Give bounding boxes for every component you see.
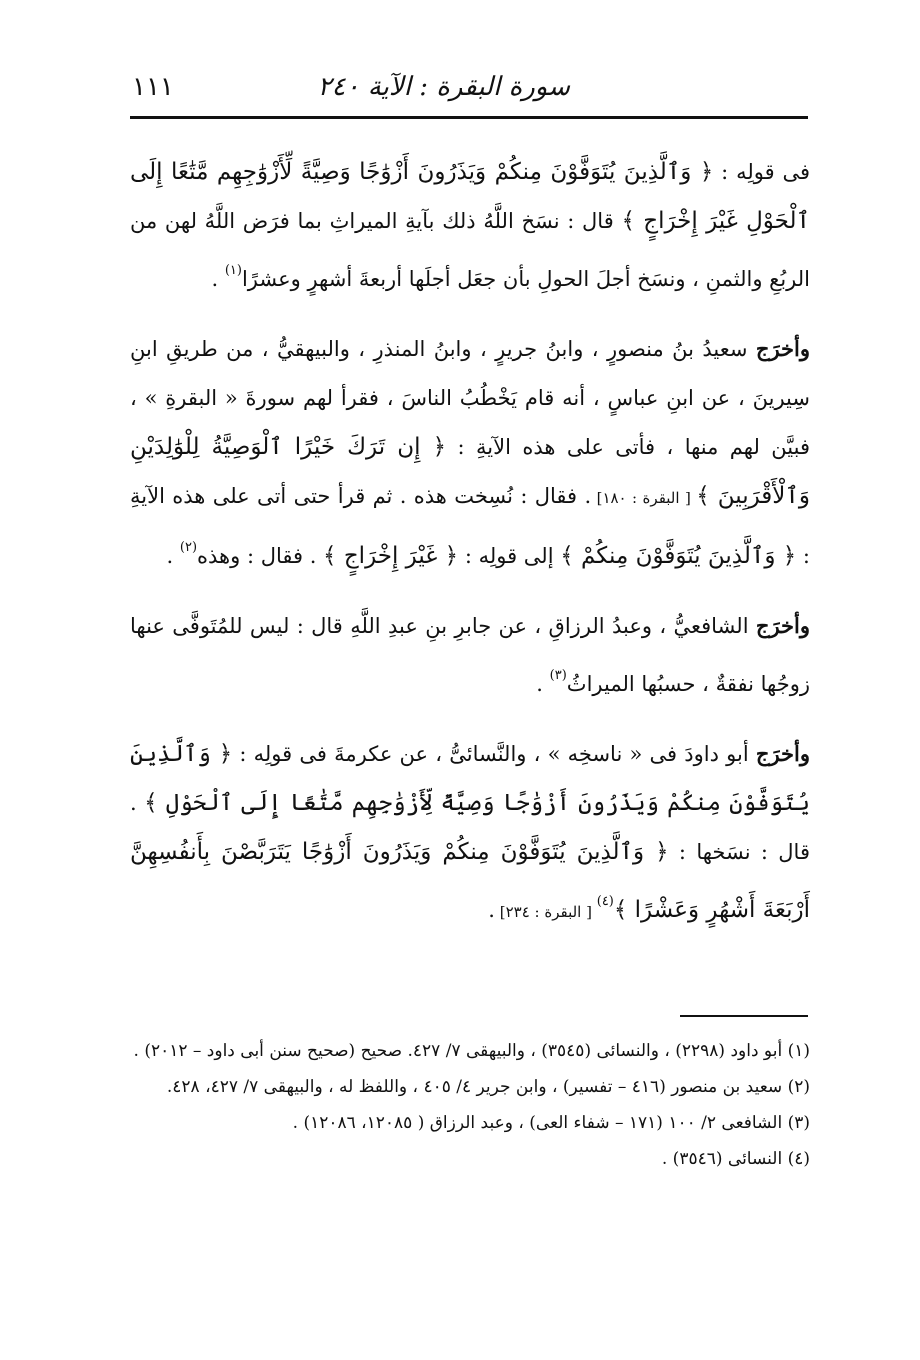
text: فى قولِه : — [713, 160, 810, 184]
footnote-marker: (٣) — [549, 668, 567, 683]
paragraph-lead: وأخرَج — [755, 613, 810, 638]
quran-verse: ﴿ وَٱلَّذِينَ يُتَوَفَّوْنَ مِنكُمْ وَيَذَرُونَ أَزْوَٰجًا وَصِيَّةً لِّأَزْوَٰجِهِم مَّتَٰعًا إِلَى ٱلْحَوْلِ ﴾ — [130, 741, 810, 816]
text: . فقال : وهذه — [197, 544, 324, 568]
text: . — [166, 544, 180, 568]
text: قال : نسَخ اللَّهُ ذلك بآيةِ الميراثِ بما فرَض اللَّهُ لهن من الربُعِ والثمنِ ، ونسَخ أجلَ الحولِ بأن جعَل أجلَها أربعةَ أشهرٍ وعشرًا — [130, 209, 810, 291]
text: . — [488, 898, 495, 922]
footnote-4: (٤) النسائى (٣٥٤٦) . — [661, 1149, 810, 1169]
footnote-marker: (٤) — [596, 894, 614, 909]
page-header — [120, 68, 810, 108]
text: . قال : نسَخها : — [130, 791, 810, 864]
text: أبو داودَ فى « ناسخِه » ، والنَّسائىُّ ، عن عكرمةَ فى قولِه : — [232, 742, 756, 766]
footnote-marker: (١) — [224, 263, 242, 278]
main-text — [130, 148, 810, 957]
paragraph-4 — [130, 729, 810, 937]
footnote-separator — [680, 1015, 808, 1017]
paragraph-lead: وأخرَج — [755, 741, 810, 766]
quran-verse: ﴿ وَٱلَّذِينَ يُتَوَفَّوْنَ مِنكُمْ ﴾ — [560, 543, 797, 569]
text: إلى قولِه : — [458, 544, 561, 568]
footnotes — [130, 1035, 810, 1179]
running-title: سورة البقرة : الآية ٢٤٠ — [317, 72, 570, 102]
footnote-3: (٣) الشافعى ٢/ ١٠٠ (١٧١ – شفاء العى) ، وعبد الرزاق ( ١٢٠٨٥، ١٢٠٨٦) . — [292, 1113, 810, 1133]
footnote-marker: (٢) — [179, 540, 198, 555]
quran-verse: ﴿ غَيْرَ إِخْرَاجٍ ﴾ — [323, 543, 459, 569]
footnote-1: (١) أبو داود (٢٢٩٨) ، والنسائى (٣٥٤٥) ، والبيهقى ٧/ ٤٢٧. صحيح (صحيح سنن أبى داود – ٢٠١٢) . — [133, 1041, 810, 1061]
paragraph-3 — [130, 601, 810, 709]
quran-verse: ﴿ وَٱلَّذِينَ يُتَوَفَّوْنَ مِنكُمْ وَيَذَرُونَ أَزْوَٰجًا وَصِيَّةً لِّأَزْوَٰجِهِم مَّتَٰعًا إِلَى ٱلْحَوْلِ غَيْرَ إِخْرَاجٍ ﴾ — [130, 159, 810, 234]
text: . — [536, 672, 550, 696]
text: . — [211, 267, 225, 291]
paragraph-2 — [130, 324, 810, 581]
page-number: ١١١ — [132, 72, 174, 102]
verse-reference: [ البقرة : ٢٣٤] — [494, 903, 597, 921]
footnote-2: (٢) سعيد بن منصور (٤١٦ – تفسير) ، وابن جرير ٤/ ٤٠٥ ، واللفظ له ، والبيهقى ٧/ ٤٢٧، ٤٢٨. — [166, 1077, 810, 1097]
header-rule — [130, 116, 808, 119]
text: الشافعيُّ ، وعبدُ الرزاقِ ، عن جابرِ بنِ عبدِ اللَّهِ قال : ليس للمُتَوفَّى عنها زوجُها نفقةٌ ، حسبُها الميراثُ — [130, 614, 810, 696]
paragraph-1 — [130, 148, 810, 304]
verse-reference: [ البقرة : ١٨٠] — [591, 489, 697, 507]
text: . فقال : نُسِخت هذه . ثم قرأ حتى أتى على هذه الآيةِ : — [130, 484, 810, 568]
quran-verse: ﴿ وَٱلَّذِينَ يُتَوَفَّوْنَ مِنكُمْ وَيَذَرُونَ أَزْوَٰجًا يَتَرَبَّصْنَ بِأَنفُسِهِنَّ أَرْبَعَةَ أَشْهُرٍ وَعَشْرًا ﴾ — [130, 839, 810, 923]
text: سعيدُ بنُ منصورٍ ، وابنُ جريرٍ ، وابنُ المنذرِ ، والبيهقيُّ ، من طريقِ ابنِ سِيرينَ ، عن ابنِ عباسٍ ، أنه قام يَخْطُبُ الناسَ ، فقرأ لهم سورةَ « البقرةِ » ، فبيَّن لهم منها ، فأتى على هذه الآيةِ : — [130, 337, 810, 459]
quran-verse: ﴿ إِن تَرَكَ خَيْرًا ٱلْوَصِيَّةُ لِلْوَٰلِدَيْنِ وَٱلْأَقْرَبِينَ ﴾ — [130, 434, 810, 509]
paragraph-lead: وأخرَج — [755, 336, 810, 361]
